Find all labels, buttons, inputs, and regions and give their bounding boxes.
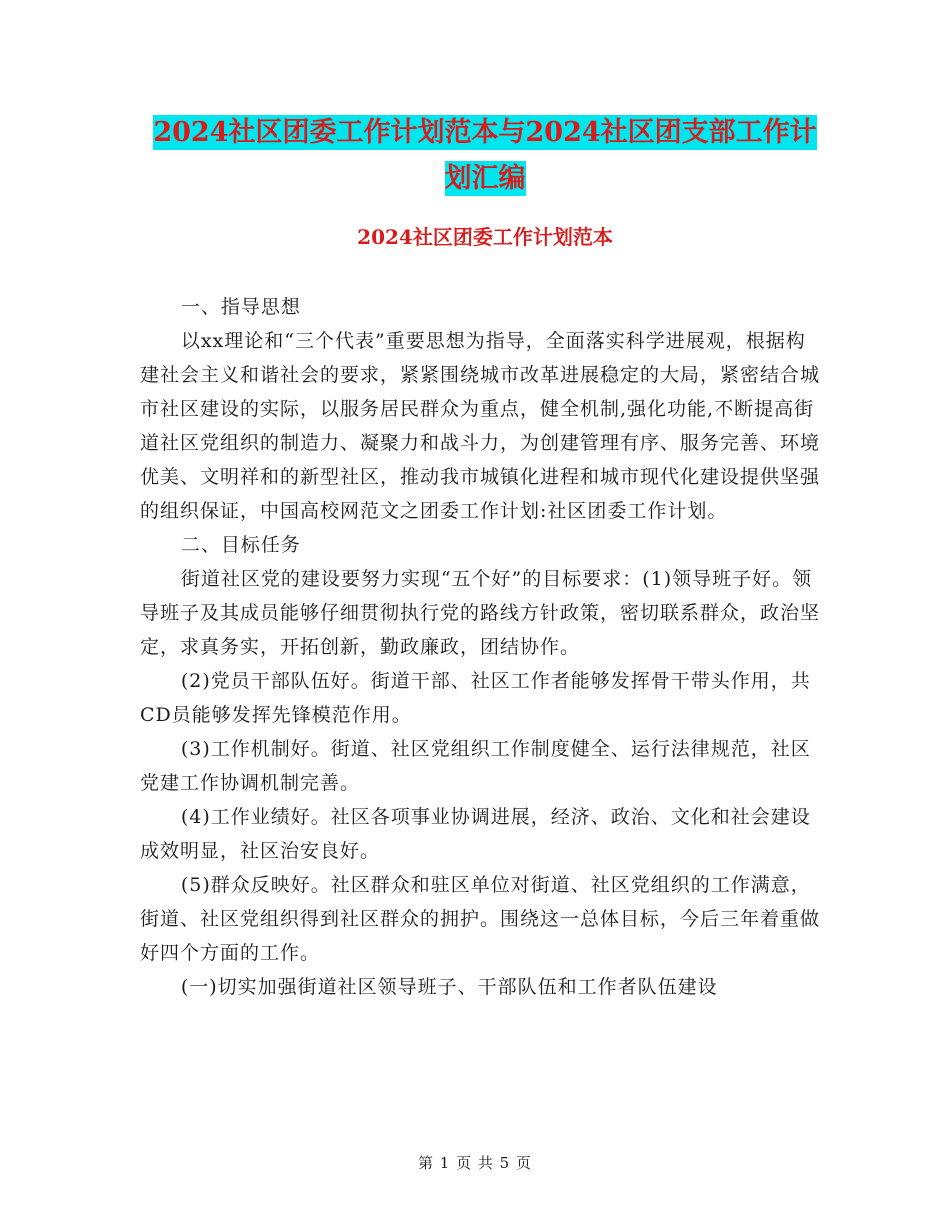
- heading-goals-tasks: 二、目标任务: [180, 534, 301, 556]
- paragraph-cadre-team: (2)党员干部队伍好。街道干部、社区工作者能够发挥骨干带头作用，共CD员能够发挥先锋模范作用。: [140, 670, 811, 726]
- paragraph-work-performance: (4)工作业绩好。社区各项事业协调进展，经济、政治、文化和社会建设成效明显，社区治安良好。: [140, 806, 811, 862]
- section-title: 2024社区团委工作计划范本: [357, 225, 613, 249]
- paragraph-five-goods: 街道社区党的建设要努力实现“五个好”的目标要求：(1)领导班子好。领导班子及其成员能够仔细贯彻执行党的路线方针政策，密切联系群众，政治坚定，求真务实，开拓创新，勤政廉政，团结协作。: [140, 568, 821, 658]
- paragraph-strengthen-leadership: (一)切实加强街道社区领导班子、干部队伍和工作者队伍建设: [180, 976, 718, 998]
- page-footer: 第 1 页 共 5 页: [418, 1154, 532, 1172]
- heading-guiding-ideology: 一、指导思想: [180, 296, 301, 318]
- paragraph-work-mechanism: (3)工作机制好。街道、社区党组织工作制度健全、运行法律规范，社区党建工作协调机制完善。: [140, 738, 811, 794]
- paragraph-guiding-ideology: 以xx理论和“三个代表”重要思想为指导，全面落实科学进展观，根据构建社会主义和谐社会的要求，紧紧围绕城市改革进展稳定的大局，紧密结合城市社区建设的实际，以服务居民群众为重点，健全机制,强化功能,不断提高街道社区党组织的制造力、凝聚力和战斗力，为创建管理有序、服务完善、环境优美、文明祥和的新型社区，推动我市城镇化进程和城市现代化建设提供坚强的组织保证，中国高校网范文之团委工作计划:社区团委工作计划。: [140, 330, 821, 522]
- document-body: [140, 290, 820, 1004]
- document-title: [140, 110, 830, 202]
- document-title-text: 2024社区团委工作计划范本与2024社区团支部工作计划汇编: [153, 117, 817, 194]
- paragraph-public-feedback: (5)群众反映好。社区群众和驻区单位对街道、社区党组织的工作满意，街道、社区党组织得到社区群众的拥护。围绕这一总体目标，今后三年着重做好四个方面的工作。: [140, 874, 821, 964]
